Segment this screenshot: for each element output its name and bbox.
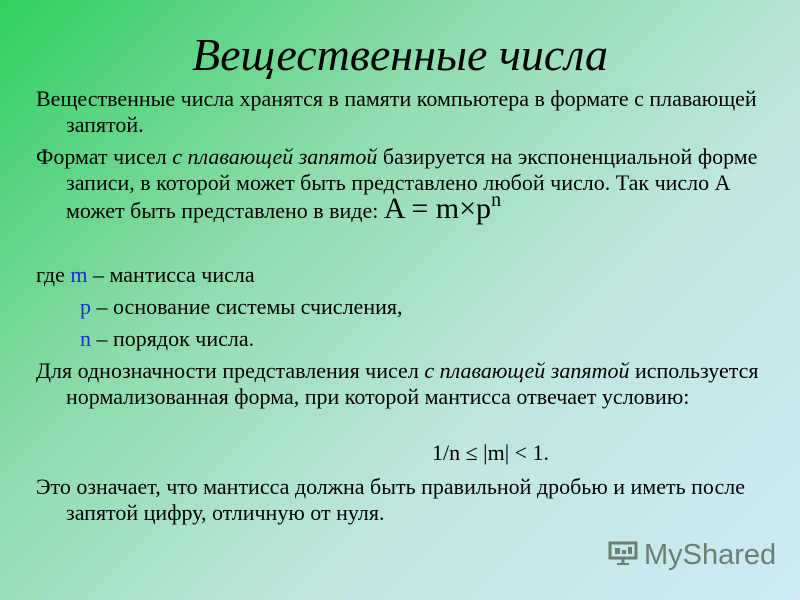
paragraph-normalized-italic: с плавающей запятой bbox=[424, 358, 630, 383]
paragraph-normalized-text-a: Для однозначности представления чисел bbox=[36, 358, 425, 383]
paragraph-format-text-b: базируется на экспоненциальной форме записи, в которой может быть представлено любой число. Так число А может быть представлено в виде: bbox=[66, 144, 758, 223]
definition-n-symbol: n bbox=[80, 326, 91, 351]
formula-exponent: n bbox=[491, 189, 502, 211]
paragraph-format bbox=[36, 144, 776, 224]
definition-p bbox=[80, 294, 402, 320]
paragraph-normalized bbox=[36, 358, 800, 410]
condition bbox=[432, 440, 549, 466]
paragraph-meaning-text: Это означает, что мантисса должна быть правильной дробью и иметь после запятой цифру, отличную от нуля. bbox=[36, 474, 745, 525]
definition-p-symbol: p bbox=[80, 294, 91, 319]
definition-p-text: – основание системы счисления, bbox=[91, 294, 403, 319]
myshared-logo bbox=[608, 537, 777, 573]
paragraph-format-text-a: Формат чисел bbox=[36, 144, 173, 169]
paragraph-intro-text: Вещественные числа хранятся в памяти компьютера в формате с плавающей запятой. bbox=[36, 86, 757, 137]
paragraph-intro bbox=[36, 86, 800, 138]
formula bbox=[383, 189, 502, 225]
slide-title: Вещественные числа bbox=[192, 29, 608, 80]
definition-where: где bbox=[36, 262, 71, 287]
definition-n bbox=[80, 326, 254, 352]
paragraph-meaning bbox=[36, 474, 800, 526]
definition-m bbox=[36, 262, 255, 288]
definition-m-symbol: m bbox=[70, 262, 88, 287]
paragraph-normalized-text-b: используется нормализованная форма, при которой мантисса отвечает условию: bbox=[66, 358, 759, 409]
logo-text: MyShared bbox=[644, 539, 777, 571]
definition-m-text: – мантисса числа bbox=[87, 262, 255, 287]
condition-text: 1/n ≤ |m| < 1. bbox=[432, 440, 550, 465]
paragraph-format-italic: с плавающей запятой bbox=[172, 144, 378, 169]
definition-n-text: – порядок числа. bbox=[91, 326, 255, 351]
presentation-board-icon bbox=[608, 541, 638, 565]
formula-base: A = m×p bbox=[383, 192, 492, 225]
